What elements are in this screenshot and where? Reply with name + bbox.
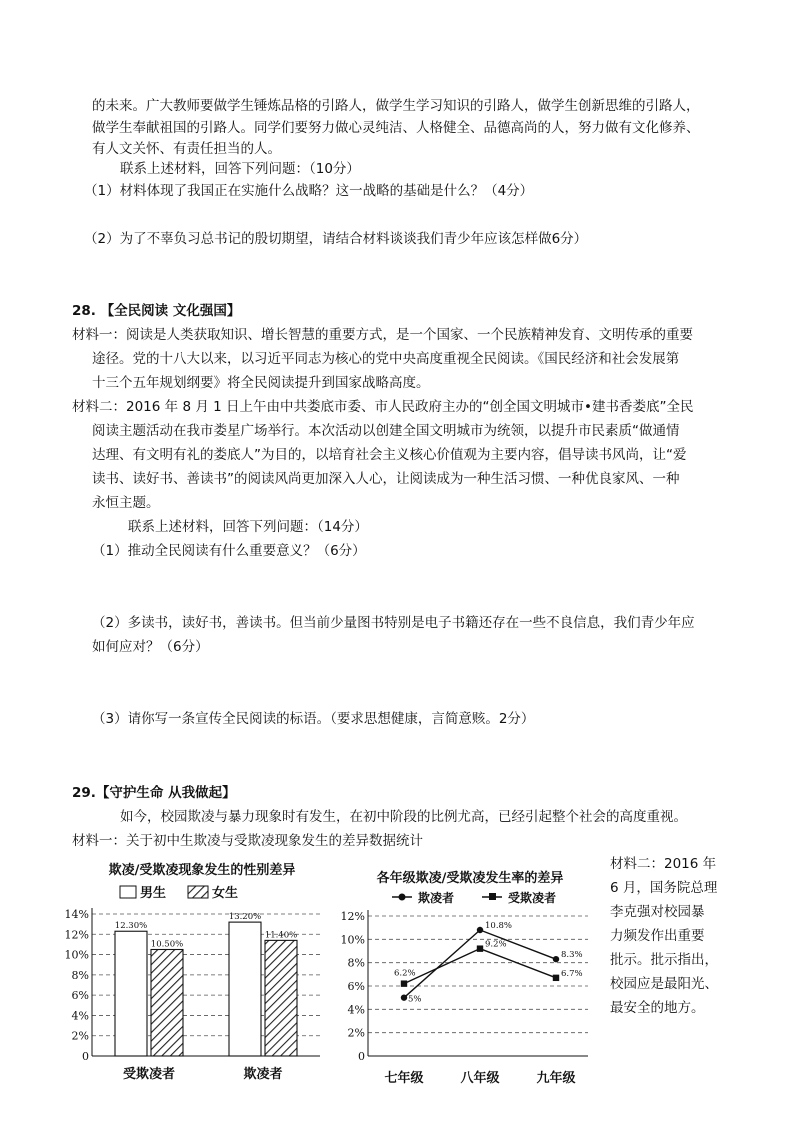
bar-y-tick-label: 4% [71,1009,89,1023]
line-category-label: 七年级 [384,1071,424,1086]
line-label-victim: 6.2% [394,968,416,979]
q29-material2-line-7: 最安全的地方。 [610,1000,705,1016]
q28-material1-line-2: 途径。党的十八大以来，以习近平同志为核心的党中央高度重视全民阅读。《国民经济和社会发展第 [92,351,680,367]
q29-material1: 材料一：关于初中生欺凌与受欺凌现象发生的差异数据统计 [72,833,423,849]
line-y-tick-label: 2% [347,1026,365,1040]
bar-category-label: 欺凌者 [243,1067,283,1082]
legend-victim-label: 受欺凌者 [508,891,557,905]
legend-male-swatch [120,886,136,898]
line-y-tick-label: 6% [347,980,365,993]
line-label-victim: 9.2% [485,939,507,950]
q28-material1-line-3: 十三个五年规划纲要》将全民阅读提升到国家战略高度。 [92,375,430,391]
q28-material2-line-5: 永恒主题。 [92,495,160,511]
q28-prompt: 联系上述材料，回答下列问题：（14分） [128,519,368,535]
line-label-bully: 5% [408,994,422,1005]
line-y-tick-label: 0 [358,1050,365,1063]
bar-y-tick-label: 14% [64,908,89,921]
q29-intro: 如今，校园欺凌与暴力现象时有发生，在初中阶段的比例尤高，已经引起整个社会的高度重视。 [120,809,687,825]
bar-female [265,940,297,1056]
line-y-tick-label: 8% [347,956,365,970]
bar-y-tick-label: 10% [64,948,89,962]
legend-female-label: 女生 [212,886,239,901]
bar-female [151,950,183,1057]
q28-question-2-line-2: 如何应对？（6分） [92,639,209,655]
bar-y-tick-label: 2% [71,1029,89,1043]
bar-value-label: 10.50% [150,939,184,950]
line-point-victim [401,980,407,986]
intro-line-1: 的未来。广大教师要做学生锤炼品格的引路人，做学生学习知识的引路人，做学生创新思维的引路人， [92,98,700,114]
q29-material2-line-5: 批示。批示指出， [610,952,718,968]
intro-question-2: （2）为了不辜负习总书记的殷切期望，请结合材料谈谈我们青少年应该怎样做6分） [84,231,588,247]
line-category-label: 九年级 [536,1071,576,1086]
legend-female-swatch [188,886,208,898]
q29-material2-line-3: 李克强对校园暴 [610,904,705,920]
line-point-bully [401,994,407,1000]
bar-category-label: 受欺凌者 [122,1067,176,1082]
q29-material2-line-1: 材料二：2016 年 [610,856,717,872]
q29-material2-line-6: 校园应是最阳光、 [610,976,718,992]
bar-value-label: 11.40% [264,930,298,941]
intro-line-2: 做学生奉献祖国的引路人。同学们要努力做心灵纯洁、人格健全、品德高尚的人，努力做有文化修养、 [92,120,700,136]
bar-male [229,922,261,1056]
q29-title: 29.【守护生命 从我做起】 [72,785,236,801]
q28-material2-line-4: 读书、读好书、善读书”的阅读风尚更加深入人心，让阅读成为一种生活习惯、一种优良家风、一种 [92,471,680,487]
line-y-tick-label: 10% [340,933,365,947]
line-point-bully [553,956,559,962]
bar-value-label: 13.20% [228,912,262,923]
bar-y-tick-label: 6% [71,989,89,1003]
line-category-label: 八年级 [460,1071,500,1086]
line-point-bully [477,927,483,933]
intro-line-3: 有人文关怀、有责任担当的人。 [92,141,281,157]
bar-male [115,931,147,1056]
bar-value-label: 12.30% [114,921,148,932]
line-point-victim [553,975,559,981]
q28-material1-line-1: 材料一：阅读是人类获取知识、增长智慧的重要方式，是一个国家、一个民族精神发育、文明传承的重要 [72,327,693,343]
q28-question-3: （3）请你写一条宣传全民阅读的标语。（要求思想健康，言简意赅。2分） [92,711,535,727]
bar-y-tick-label: 8% [71,968,89,982]
line-y-tick-label: 4% [347,1003,365,1017]
grade-difference-line-chart [338,860,600,1092]
bar-chart-title: 欺凌/受欺凌现象发生的性别差异 [108,863,296,878]
q29-material2-line-4: 力频发作出重要 [610,928,705,944]
gender-difference-bar-chart [62,858,332,1088]
q28-title: 28. 【全民阅读 文化强国】 [72,303,241,319]
q28-question-2-line-1: （2）多读书，读好书，善读书。但当前少量图书特别是电子书籍还存在一些不良信息，我们青少年应 [92,615,695,631]
intro-question-1: （1）材料体现了我国正在实施什么战略？这一战略的基础是什么？（4分） [84,183,534,199]
line-y-tick-label: 12% [340,910,365,923]
q29-material2-line-2: 6 月，国务院总理 [610,880,718,896]
q28-material2-line-2: 阅读主题活动在我市娄星广场举行。本次活动以创建全国文明城市为统领，以提升市民素质“做通情 [92,423,680,439]
legend-male-label: 男生 [140,886,167,901]
legend-bully-label: 欺凌者 [418,891,455,905]
bar-y-tick-label: 0 [82,1050,89,1063]
bar-y-tick-label: 12% [64,928,89,942]
line-series-bully [404,930,556,998]
q28-material2-line-1: 材料二：2016 年 8 月 1 日上午由中共娄底市委、市人民政府主办的“创全国文明城市•建书香娄底”全民 [72,399,694,415]
intro-prompt: 联系上述材料，回答下列问题：（10分） [120,161,360,177]
line-chart-title: 各年级欺凌/受欺凌发生率的差异 [376,871,564,886]
q28-material2-line-3: 达理、有文明有礼的娄底人”为目的，以培育社会主义核心价值观为主要内容，倡导读书风尚，让“爱 [92,447,687,463]
line-label-bully: 10.8% [485,921,513,931]
line-series-victim [404,949,556,984]
line-label-victim: 6.7% [561,968,583,979]
line-label-bully: 8.3% [561,950,583,961]
line-point-victim [477,945,483,951]
q28-question-1: （1）推动全民阅读有什么重要意义？（6分） [92,543,366,559]
